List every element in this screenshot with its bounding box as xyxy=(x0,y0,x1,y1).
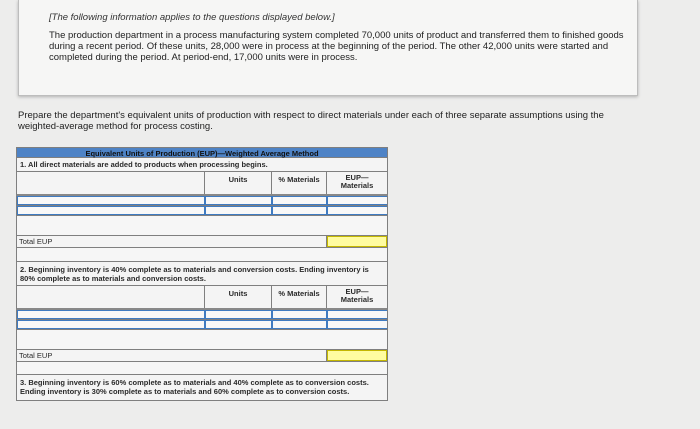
column-header-row xyxy=(16,172,388,196)
row-label-input[interactable] xyxy=(17,206,205,215)
eup-materials-col-header xyxy=(327,286,387,308)
eup-line-1: EUP— xyxy=(345,173,369,182)
eup-input[interactable] xyxy=(327,310,387,319)
section-3-title: 3. Beginning inventory is 60% complete as to materials and 40% complete as to conversion costs. Ending inventory is 30% complete as to materials and 60% complete as to conversion costs. xyxy=(16,374,388,401)
units-input[interactable] xyxy=(205,206,272,215)
eup-line-2: Materials xyxy=(340,181,374,190)
eup-materials-col-header xyxy=(327,172,387,194)
info-heading: [The following information applies to the questions displayed below.] xyxy=(49,12,335,23)
spacer xyxy=(16,216,388,236)
row-label-input[interactable] xyxy=(17,196,205,205)
total-eup-row xyxy=(16,350,388,362)
eup-line-2: Materials xyxy=(340,295,374,304)
spacer xyxy=(16,330,388,350)
pct-input[interactable] xyxy=(272,196,327,205)
units-col-header: Units xyxy=(205,172,272,194)
eup-input[interactable] xyxy=(327,320,387,329)
table-title: Equivalent Units of Production (EUP)—Weighted Average Method xyxy=(16,147,388,158)
section-1-title: 1. All direct materials are added to products when processing begins. xyxy=(16,158,388,172)
row-label-input[interactable] xyxy=(17,320,205,329)
units-col-header: Units xyxy=(205,286,272,308)
eup-table-section-3 xyxy=(16,374,388,401)
pct-input[interactable] xyxy=(272,320,327,329)
question-prompt: Prepare the department's equivalent units of production with respect to direct materials under each of three separate assumptions using the weighted-average method for process costing. xyxy=(18,110,604,132)
row-label-input[interactable] xyxy=(17,310,205,319)
units-input[interactable] xyxy=(205,320,272,329)
units-input[interactable] xyxy=(205,310,272,319)
total-eup-input[interactable] xyxy=(327,236,387,247)
info-body: The production department in a process manufacturing system completed 70,000 units of product and transferred them to finished goods during a recent period. Of these units, 28,000 were in process at the beginning of the period. The other 42,000 units were started and completed during the period. At period-end, 17,000 units were in process. xyxy=(49,30,624,63)
pct-input[interactable] xyxy=(272,310,327,319)
pct-input[interactable] xyxy=(272,206,327,215)
eup-table-section-2 xyxy=(16,261,388,376)
total-eup-row xyxy=(16,236,388,248)
total-eup-label: Total EUP xyxy=(17,350,327,361)
table-row xyxy=(16,206,388,216)
table-row xyxy=(16,310,388,320)
eup-input[interactable] xyxy=(327,196,387,205)
total-eup-input[interactable] xyxy=(327,350,387,361)
table-row xyxy=(16,320,388,330)
label-col-header xyxy=(17,286,205,308)
eup-line-1: EUP— xyxy=(345,287,369,296)
section-2-title: 2. Beginning inventory is 40% complete as to materials and conversion costs. Ending inventory is 80% complete as to materials and conversion costs. xyxy=(16,261,388,286)
table-row xyxy=(16,196,388,206)
pct-materials-col-header: % Materials xyxy=(272,172,327,194)
label-col-header xyxy=(17,172,205,194)
info-panel xyxy=(18,0,638,96)
eup-input[interactable] xyxy=(327,206,387,215)
total-eup-label: Total EUP xyxy=(17,236,327,247)
pct-materials-col-header: % Materials xyxy=(272,286,327,308)
units-input[interactable] xyxy=(205,196,272,205)
column-header-row xyxy=(16,286,388,310)
